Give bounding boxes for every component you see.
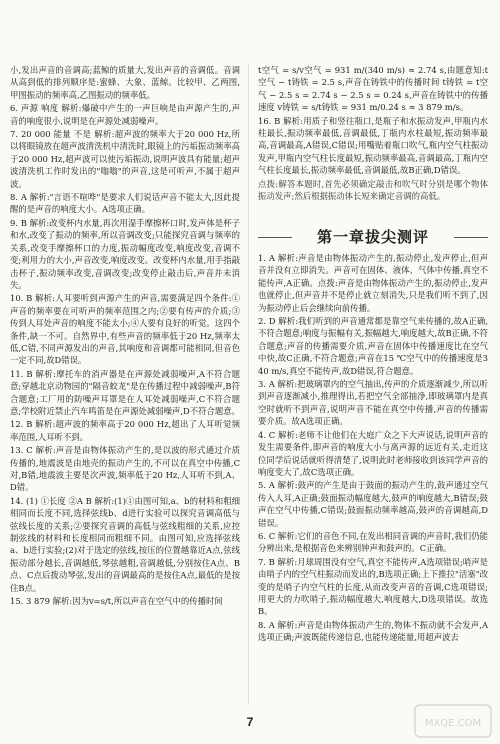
svg-text:MXQE.COM: MXQE.COM: [424, 718, 482, 729]
answer-item: 3. A 解析:把玻璃罩内的空气抽出,传声的介质逐渐减少,所以听到声音逐渐减小,推理得出,若把空气全部抽净,即玻璃罩内是真空时就听不到声音,说明声音不能在真空中传播,声音的传播需要介质。故A选项正确。: [258, 379, 488, 427]
answer-item: 12. B 解析:超声波的频率高于20 000 Hz,超出了人耳听觉频率范围,人耳听不到。: [10, 419, 240, 442]
answer-item: 8. A 解析:声音是由物体振动产生的,物体不振动就不会发声,A选项正确;声波既能传递信息,也能传递能量,用超声波去: [258, 619, 488, 643]
answer-item: 小,发出声音的音调高;蓝鲸的质量大,发出声音的音调低。音调从高到低的排列顺序是:蜜蜂、大象、蓝鲸。比较甲、乙两图,甲图振动的频率高,乙图振动的频率低。: [10, 65, 240, 100]
page-number: 7: [246, 715, 254, 729]
answer-item: 6. 声源 响度 解析:爆破中产生的一声巨响是由声源产生的,声音的响度很小,说明是在声源处减弱噪声。: [10, 103, 240, 126]
answer-item: 11. B 解析:摩托车的消声器是在声源处减弱噪声,A不符合题意;穿越北京动物园的"隔音蛟龙"是在传播过程中减弱噪声,B符合题意;工厂用的防噪声耳罩是在人耳处减弱噪声,C不符合题意;学校附近禁止汽车鸣笛是在声源处减弱噪声,D不符合题意。: [10, 368, 240, 416]
answer-item: 7. 20 000 能量 不是 解析:超声波的频率大于20 000 Hz,所以将眼镜放在超声波清洗机中清洗时,眼镜上的污垢振动频率高于20 000 Hz,超声波可以使污垢振动,说明声波具有能量;超声波清洗机工作时发出的"嗡嗡"的声音,这是可听声,不属于超声波。: [10, 129, 240, 189]
answer-item: 15. 3 879 解析:因为v=s/t,所以声音在空气中的传播时间: [10, 596, 223, 607]
tip-note: 点拨:解答本题时,首先必须确定敲击和吹气时分别是哪个物体振动发声;然后根据振动体长短来确定音调的高低。: [258, 178, 488, 202]
left-answer-column: [10, 64, 240, 608]
column-divider: [248, 64, 249, 704]
answer-item: 2. D 解析:我们听到的声音通常都是靠空气来传播的,故A正确,不符合题意;响度与振幅有关,振幅越大,响度越大,故B正确,不符合题意;声音的传播需要介质,声音在固体中传播速度比在空气中快,故C正确,不符合题意;声音在15 ℃空气中的传播速度是340 m/s,真空不能传声,故D错误,符合题意。: [258, 316, 488, 376]
right-answer-column-upper: [258, 64, 488, 203]
answer-item: 13. C 解析:声音是由物体振动产生的,是以波的形式通过介质传播的,地震波是由地壳的振动产生的,不可以在真空中传播,C对,B错,地震波主要是次声波,频率低于20 Hz,人耳听不到,A、D错。: [10, 445, 240, 493]
watermark-logo: [414, 704, 492, 738]
right-answer-column-lower: [258, 252, 488, 645]
answer-item: 1. A 解析:声音是由物体振动产生的,振动停止,发声停止,但声音并没有立即消失。声音可在固体、液体、气体中传播,真空不能传声,A正确。点拨:声音是由物体振动产生的,振动停止,发声也就停止,但声音并不是停止就立刻消失,只是我们听不到了,因为振动停止后会继续向前传播。: [258, 253, 488, 313]
answer-item: 10. B 解析:人耳要听到声源产生的声音,需要满足四个条件:①声音的频率要在可听声的频率范围之内;②要有传声的介质;③传到人耳处声音的响度不能太小;④人要有良好的听觉。这四个条件,缺一不可。自然界中,有些声音的频率低于20 Hz,频率太低,C错,不同声源发出的声音,其响度和音调都可能相同,但音色一定不同,故D错误。: [10, 293, 240, 366]
answer-item: 6. C 解析:它们的音色不同,在发出相同音调的声音时,我们仍能分辨出来,是根据音色来辨别钟声和鼓声的。C正确。: [258, 530, 488, 554]
answer-item: 9. B 解析:改变杯内水量,再次用湿手摩擦杯口时,发声体是杯子和水,改变了振动的频率,所以音调改变;只能探究音调与频率的关系,改变手摩擦杯口的力度,振动幅度改变,响度改变,音调不变;利用力的大小,声音改变,响度改变。改变杯内水量,用手指敲击杯子,振动频率改变,音调改变;改变停止敲击后,声音并未消失。: [10, 217, 240, 290]
answer-item: t空气 = s/v空气 = 931 m/(340 m/s) ≈ 2.74 s,由题意知:t空气 − t铸铁 = 2.5 s,声音在铸铁中的传播时间 t铸铁 = t空气 − 2.5 s = 2.74 s − 2.5 s = 0.24 s,声音在铸铁中的传播速度 v铸铁 = s/t铸铁 = 931 m/0.24 s ≈ 3 879 m/s。: [258, 65, 488, 113]
answer-item: 7. B 解析:月球周围没有空气,真空不能传声,A选项错误;哨声是由哨子内的空气柱振动而发出的,B选项正确;上下推拉"活塞"改变的是哨子内空气柱的长度,从而改变声音的音调,C选项错误;用更大的力吹哨子,振动幅度越大,响度越大,D选项错误。故选B。: [258, 556, 488, 617]
answer-item: 5. A 解析:鼓声的产生是由于鼓面的振动产生的,鼓声通过空气传入人耳,A正确;鼓面振动幅度越大,鼓声的响度越大,B错误;鼓声在空气中传播,C错误;鼓面振动频率越高,鼓声的音调越高,D错误。: [258, 480, 488, 528]
answer-item: 16. B 解析:用质子和竖往瓶口,是瓶子和水振动发声,甲瓶内水柱最长,振动频率最低,音调最低,丁瓶内水柱最短,振动频率最高,音调最高,A错误,C错误;用嘴贴着瓶口吹气,瓶内空气柱振动发声,甲瓶内空气柱长度最短,振动频率最高,音调最高,丁瓶内空气柱长度最长,振动频率最低,音调最低,故B正确,D错误。: [258, 115, 488, 176]
answer-item: 8. A 解析:"言语不喧哗"是要求人们说话声音不能太大,因此提醒的是声音的响度大小。A选项正确。: [10, 192, 240, 215]
section-title: 第一章拔尖测评: [258, 226, 488, 248]
answer-item: 14. (1) ①长度 ②A B 解析:(1)①由图可知,a、b的材料和粗细相同而长度不同,选择弦线b、d进行实验可以探究音调高低与弦线长度的关系;②要探究音调的高低与弦线粗细的关系,应控制弦线的材料和长度相同而粗细不同。由图可知,应选择弦线a、b进行实验;(2)对于选定的弦线,按压的位置越靠近A点,弦线振动部分越长,音调越低,琴弦越粗,音调越低,分别按住A点、B点、C点后拨动琴弦,发出的音调最高的是按住A点,最低的是按住B点。: [10, 495, 240, 593]
answer-item: 4. C 解析:老师不让他们在大庭广众之下大声说话,说明声音的发生需要条件,即声音的响度大小与离声源的远近有关,走近这位同学后说话就听得清楚了,说明此时老师接收到该同学声音的响度变大了,故C选项正确。: [258, 429, 488, 477]
